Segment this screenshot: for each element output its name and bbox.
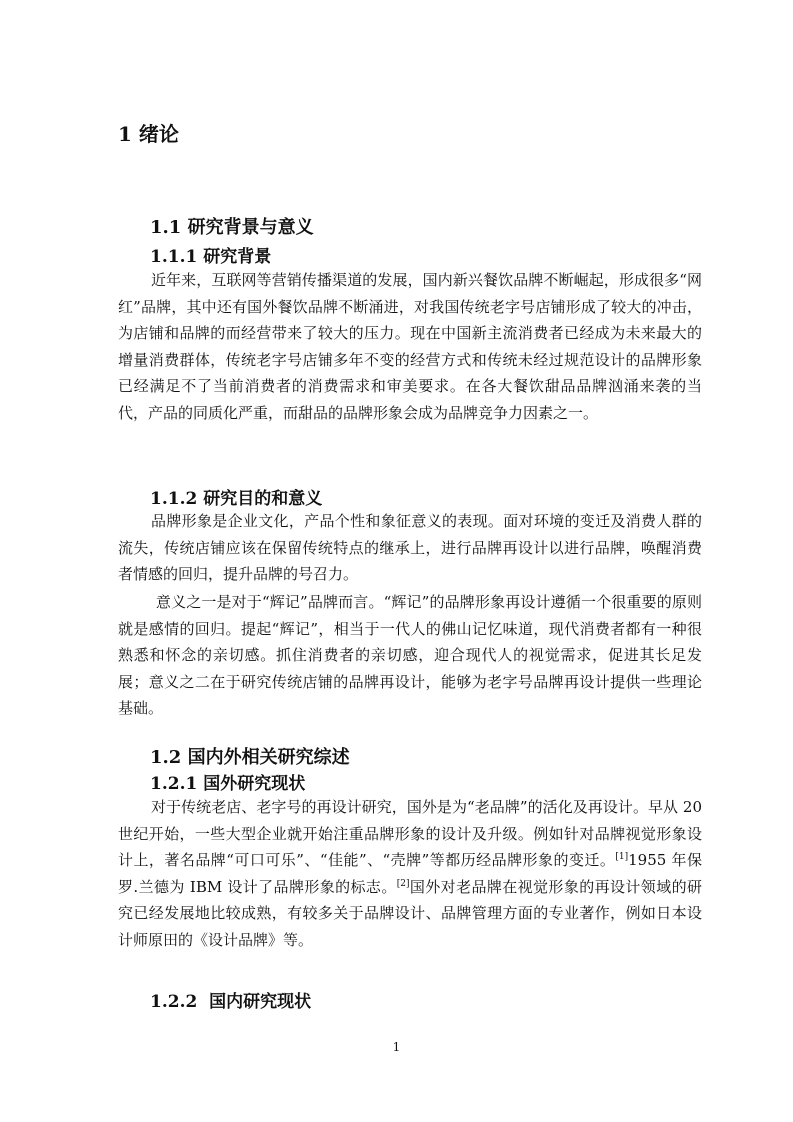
foreign-research-text-c: 国外对老品牌在视觉形象的再设计领域的研究已经发展地比较成熟，有较多关于品牌设计、品牌管理方面的专业著作，例如日本设计师原田的《设计品牌》等。 <box>118 877 702 949</box>
foreign-research-text-a: 对于传统老店、老字号的再设计研究，国外是为“老品牌”的活化及再设计。早从 20 世纪开始，一些大型企业就开始注重品牌形象的设计及升级。例如针对品牌视觉形象设计上，著名品牌“可口可乐”、“佳能”、“壳牌”等都历经品牌形象的变迁。 <box>118 798 702 869</box>
foreign-research-text-b: 1955 年保罗.兰德为 IBM 设计了品牌形象的标志。 <box>118 851 703 896</box>
citation-2: [2] <box>396 878 410 889</box>
citation-1: [1] <box>615 852 629 862</box>
subsection-heading-1-2-1: 1.2.1 国外研究现状 <box>150 774 306 794</box>
paragraph-purpose-1: 品牌形象是企业文化，产品个性和象征意义的表现。面对环境的变迁及消费人群的流失，传统店铺应该在保留传统特点的继承上，进行品牌再设计以进行品牌，唤醒消费者情感的回归，提升品牌的号召力。 <box>118 512 702 583</box>
page-number: 1 <box>392 1040 401 1054</box>
subsection-heading-1-1-2: 1.1.2 研究目的和意义 <box>150 489 323 509</box>
paragraph-foreign-research <box>118 794 702 953</box>
section-heading-1-2: 1.2 国内外相关研究综述 <box>150 747 350 768</box>
subsection-heading-1-1-1: 1.1.1 研究背景 <box>150 247 272 267</box>
chapter-title: 1 绪论 <box>118 122 179 146</box>
paragraph-research-background: 近年来，互联网等营销传播渠道的发展，国内新兴餐饮品牌不断崛起，形成很多“网红”品牌，其中还有国外餐饮品牌不断涌进，对我国传统老字号店铺形成了较大的冲击，为店铺和品牌的而经营带来了较大的压力。现在中国新主流消费者已经成为未来最大的增量消费群体，传统老字号店铺多年不变的经营方式和传统未经过规范设计的品牌形象已经满足不了当前消费者的消费需求和审美要求。在各大餐饮甜品品牌汹涌来袭的当代，产品的同质化严重，而甜品的品牌形象会成为品牌竞争力因素之一。 <box>118 271 702 422</box>
subsection-heading-1-2-2: 1.2.2 国内研究现状 <box>150 992 312 1012</box>
paragraph-purpose-2: 意义之一是对于“辉记”品牌而言。“辉记”的品牌形象再设计遵循一个很重要的原则就是感情的回归。提起“辉记”，相当于一代人的佛山记忆味道，现代消费者都有一种很熟悉和怀念的亲切感。抓住消费者的亲切感，迎合现代人的视觉需求，促进其长足发展；意义之二在于研究传统店铺的品牌再设计，能够为老字号品牌再设计提供一些理论基础。 <box>118 593 702 717</box>
section-heading-1-1: 1.1 研究背景与意义 <box>150 217 314 238</box>
